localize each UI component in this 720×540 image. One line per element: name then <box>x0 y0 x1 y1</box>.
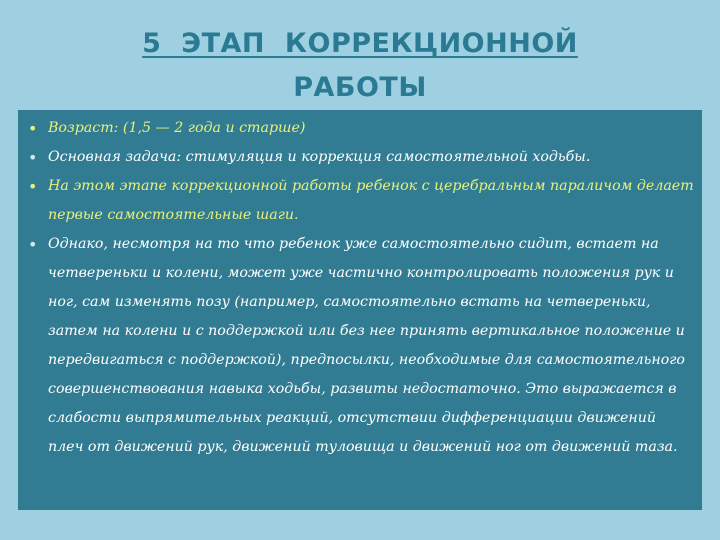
bullet-text: На этом этапе коррекционной работы ребенок с церебральным параличом делает первые самостоятельные шаги. <box>48 178 694 223</box>
bullet-item-however <box>14 230 694 462</box>
title-line-1: 5 ЭТАП КОРРЕКЦИОННОЙ <box>142 28 578 59</box>
bullet-dot-icon: • <box>28 148 38 167</box>
title-line-2: РАБОТЫ <box>293 72 427 103</box>
bullet-item-age <box>14 114 694 143</box>
bullet-item-main-task <box>14 143 694 172</box>
bullet-dot-icon: • <box>28 235 38 254</box>
bullet-text: Однако, несмотря на то что ребенок уже самостоятельно сидит, встает на четвереньки и колени, может уже частично контролировать положения рук и ног, сам изменять позу (например, самостоятельно встать на четвереньки, затем на колени и с поддержкой или без нее принять вертикальное положение и передвигаться с поддержкой), предпосылки, необходимые для самостоятельного совершенствования навыка ходьбы, развиты недостаточно. Это выражается в слабости выпрямительных реакций, отсутствии дифференциации движений плеч от движений рук, движений туловища и движений ног от движений таза. <box>48 236 685 455</box>
bullet-item-first-steps <box>14 172 694 230</box>
bullet-text: Основная задача: стимуляция и коррекция самостоятельной ходьбы. <box>48 149 591 165</box>
bullet-text: Возраст: (1,5 — 2 года и старше) <box>48 120 306 136</box>
bullet-dot-icon: • <box>28 177 38 196</box>
bullet-list <box>14 114 694 462</box>
slide-title <box>60 22 660 110</box>
bullet-dot-icon: • <box>28 119 38 138</box>
